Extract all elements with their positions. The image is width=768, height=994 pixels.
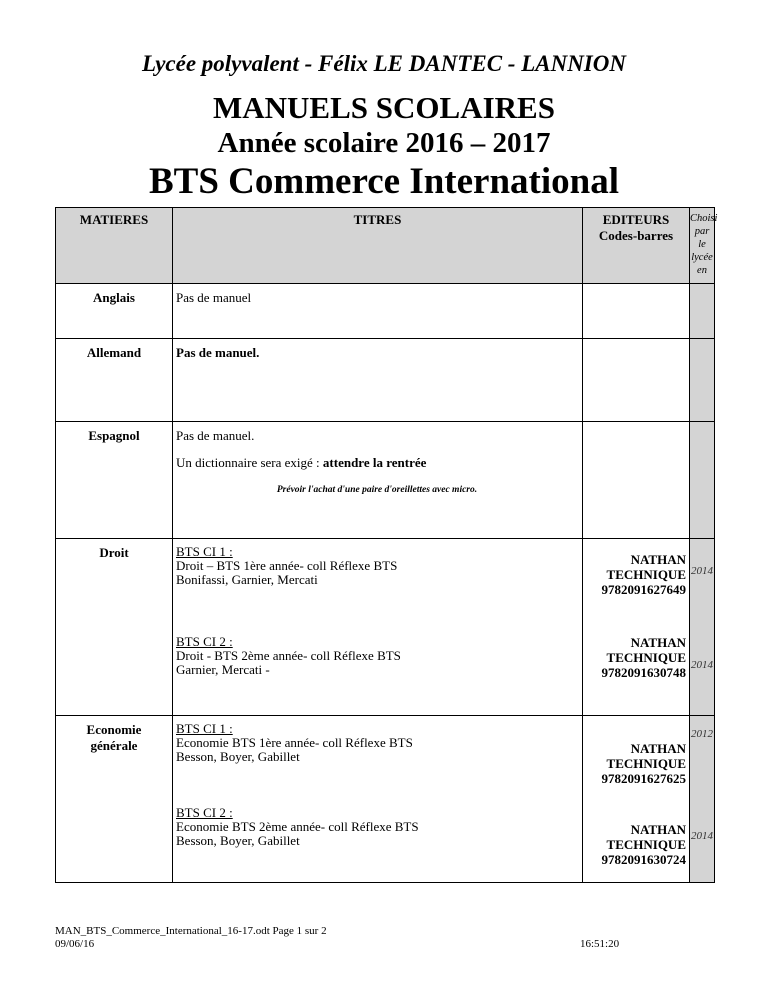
year-economie [690, 716, 715, 883]
eco-book-1 [176, 722, 578, 764]
droit-editor-2 [583, 635, 686, 680]
header-editeurs-line1: EDITEURS [602, 212, 670, 227]
table-row [56, 284, 715, 339]
droit-editor-2-name: NATHAN [630, 635, 686, 650]
subject-economie-line1: Economie [86, 722, 142, 737]
droit-book-2-line1: Droit - BTS 2ème année- coll Réflexe BTS [176, 648, 401, 663]
eco-year-1: 2012 [691, 728, 713, 740]
header-choisi-2: par le [694, 226, 710, 250]
footer-filename: MAN_BTS_Commerce_International_16-17.odt Page 1 sur 2 [55, 925, 327, 937]
eco-editor-1-name2: TECHNIQUE [606, 756, 686, 771]
droit-editor-1-name2: TECHNIQUE [606, 567, 686, 582]
program-title: BTS Commerce International [149, 161, 619, 202]
textbook-table [55, 207, 718, 883]
title-anglais: Pas de manuel [173, 284, 583, 339]
footer-time: 16:51:20 [580, 938, 620, 950]
eco-editor-2 [583, 822, 686, 867]
editor-droit [583, 539, 690, 716]
eco-editor-1-name: NATHAN [630, 741, 686, 756]
droit-book-2-level: BTS CI 2 : [176, 634, 233, 649]
header-editeurs-line2: Codes-barres [598, 228, 674, 243]
droit-book-2-line2: Garnier, Mercati - [176, 662, 270, 677]
table-row [56, 716, 715, 883]
eco-book-2-line1: Economie BTS 2ème année- coll Réflexe BTS [176, 819, 419, 834]
espagnol-line2-text: Un dictionnaire sera exigé : [176, 455, 323, 470]
editor-allemand [583, 339, 690, 422]
table-header-row [56, 208, 715, 284]
subject-allemand: Allemand [56, 339, 173, 422]
droit-book-1-level: BTS CI 1 : [176, 544, 233, 559]
eco-editor-1-code: 9782091627625 [601, 771, 686, 786]
droit-editor-1-name: NATHAN [630, 552, 686, 567]
eco-book-1-line1: Economie BTS 1ère année- coll Réflexe BTS [176, 735, 413, 750]
droit-book-2 [176, 635, 578, 677]
header-matieres: MATIERES [56, 208, 173, 284]
subject-droit: Droit [56, 539, 173, 716]
eco-editor-2-name2: TECHNIQUE [606, 837, 686, 852]
title-droit [173, 539, 583, 716]
droit-editor-1-code: 9782091627649 [601, 582, 686, 597]
editor-economie [583, 716, 690, 883]
year-allemand [690, 339, 715, 422]
editor-anglais [583, 284, 690, 339]
page-title: MANUELS SCOLAIRES [213, 90, 555, 125]
header-choisi-3: lycée [691, 252, 713, 263]
subject-espagnol: Espagnol [56, 422, 173, 539]
eco-book-1-level: BTS CI 1 : [176, 721, 233, 736]
eco-editor-2-code: 9782091630724 [601, 852, 686, 867]
espagnol-line2 [176, 455, 578, 471]
header-editeurs [583, 208, 690, 284]
eco-book-1-line2: Besson, Boyer, Gabillet [176, 749, 300, 764]
table-row [56, 422, 715, 539]
header-titres: TITRES [173, 208, 583, 284]
footer [55, 925, 327, 951]
eco-book-2-line2: Besson, Boyer, Gabillet [176, 833, 300, 848]
year-droit [690, 539, 715, 716]
table-row [56, 539, 715, 716]
eco-book-2 [176, 806, 578, 848]
droit-year-1: 2014 [691, 565, 713, 577]
title-espagnol [173, 422, 583, 539]
school-name: Lycée polyvalent - Félix LE DANTEC - LANNION [142, 51, 626, 76]
year-anglais [690, 284, 715, 339]
header-choisi-4: en [697, 265, 707, 276]
droit-year-2: 2014 [691, 659, 713, 671]
header-choisi-1: Choisi [690, 213, 718, 224]
subject-anglais: Anglais [56, 284, 173, 339]
title-allemand: Pas de manuel. [173, 339, 583, 422]
header-choisi [690, 208, 718, 284]
subject-economie [56, 716, 173, 883]
school-year: Année scolaire 2016 – 2017 [217, 127, 551, 159]
table-row [56, 339, 715, 422]
droit-book-1-line1: Droit – BTS 1ère année- coll Réflexe BTS [176, 558, 398, 573]
espagnol-line1: Pas de manuel. [176, 428, 255, 443]
year-espagnol [690, 422, 715, 539]
eco-year-2: 2014 [691, 830, 713, 842]
espagnol-note: Prévoir l'achat d'une paire d'oreillettes avec micro. [276, 485, 478, 495]
eco-book-2-level: BTS CI 2 : [176, 805, 233, 820]
eco-editor-2-name: NATHAN [630, 822, 686, 837]
espagnol-line2-bold: attendre la rentrée [322, 455, 427, 470]
droit-editor-2-code: 9782091630748 [601, 665, 686, 680]
droit-book-1 [176, 545, 578, 587]
title-economie [173, 716, 583, 883]
droit-book-1-line2: Bonifassi, Garnier, Mercati [176, 572, 318, 587]
droit-editor-1 [583, 552, 686, 597]
eco-editor-1 [583, 741, 686, 786]
footer-date: 09/06/16 [55, 938, 95, 950]
droit-editor-2-name2: TECHNIQUE [606, 650, 686, 665]
editor-espagnol [583, 422, 690, 539]
subject-economie-line2: générale [90, 738, 138, 753]
